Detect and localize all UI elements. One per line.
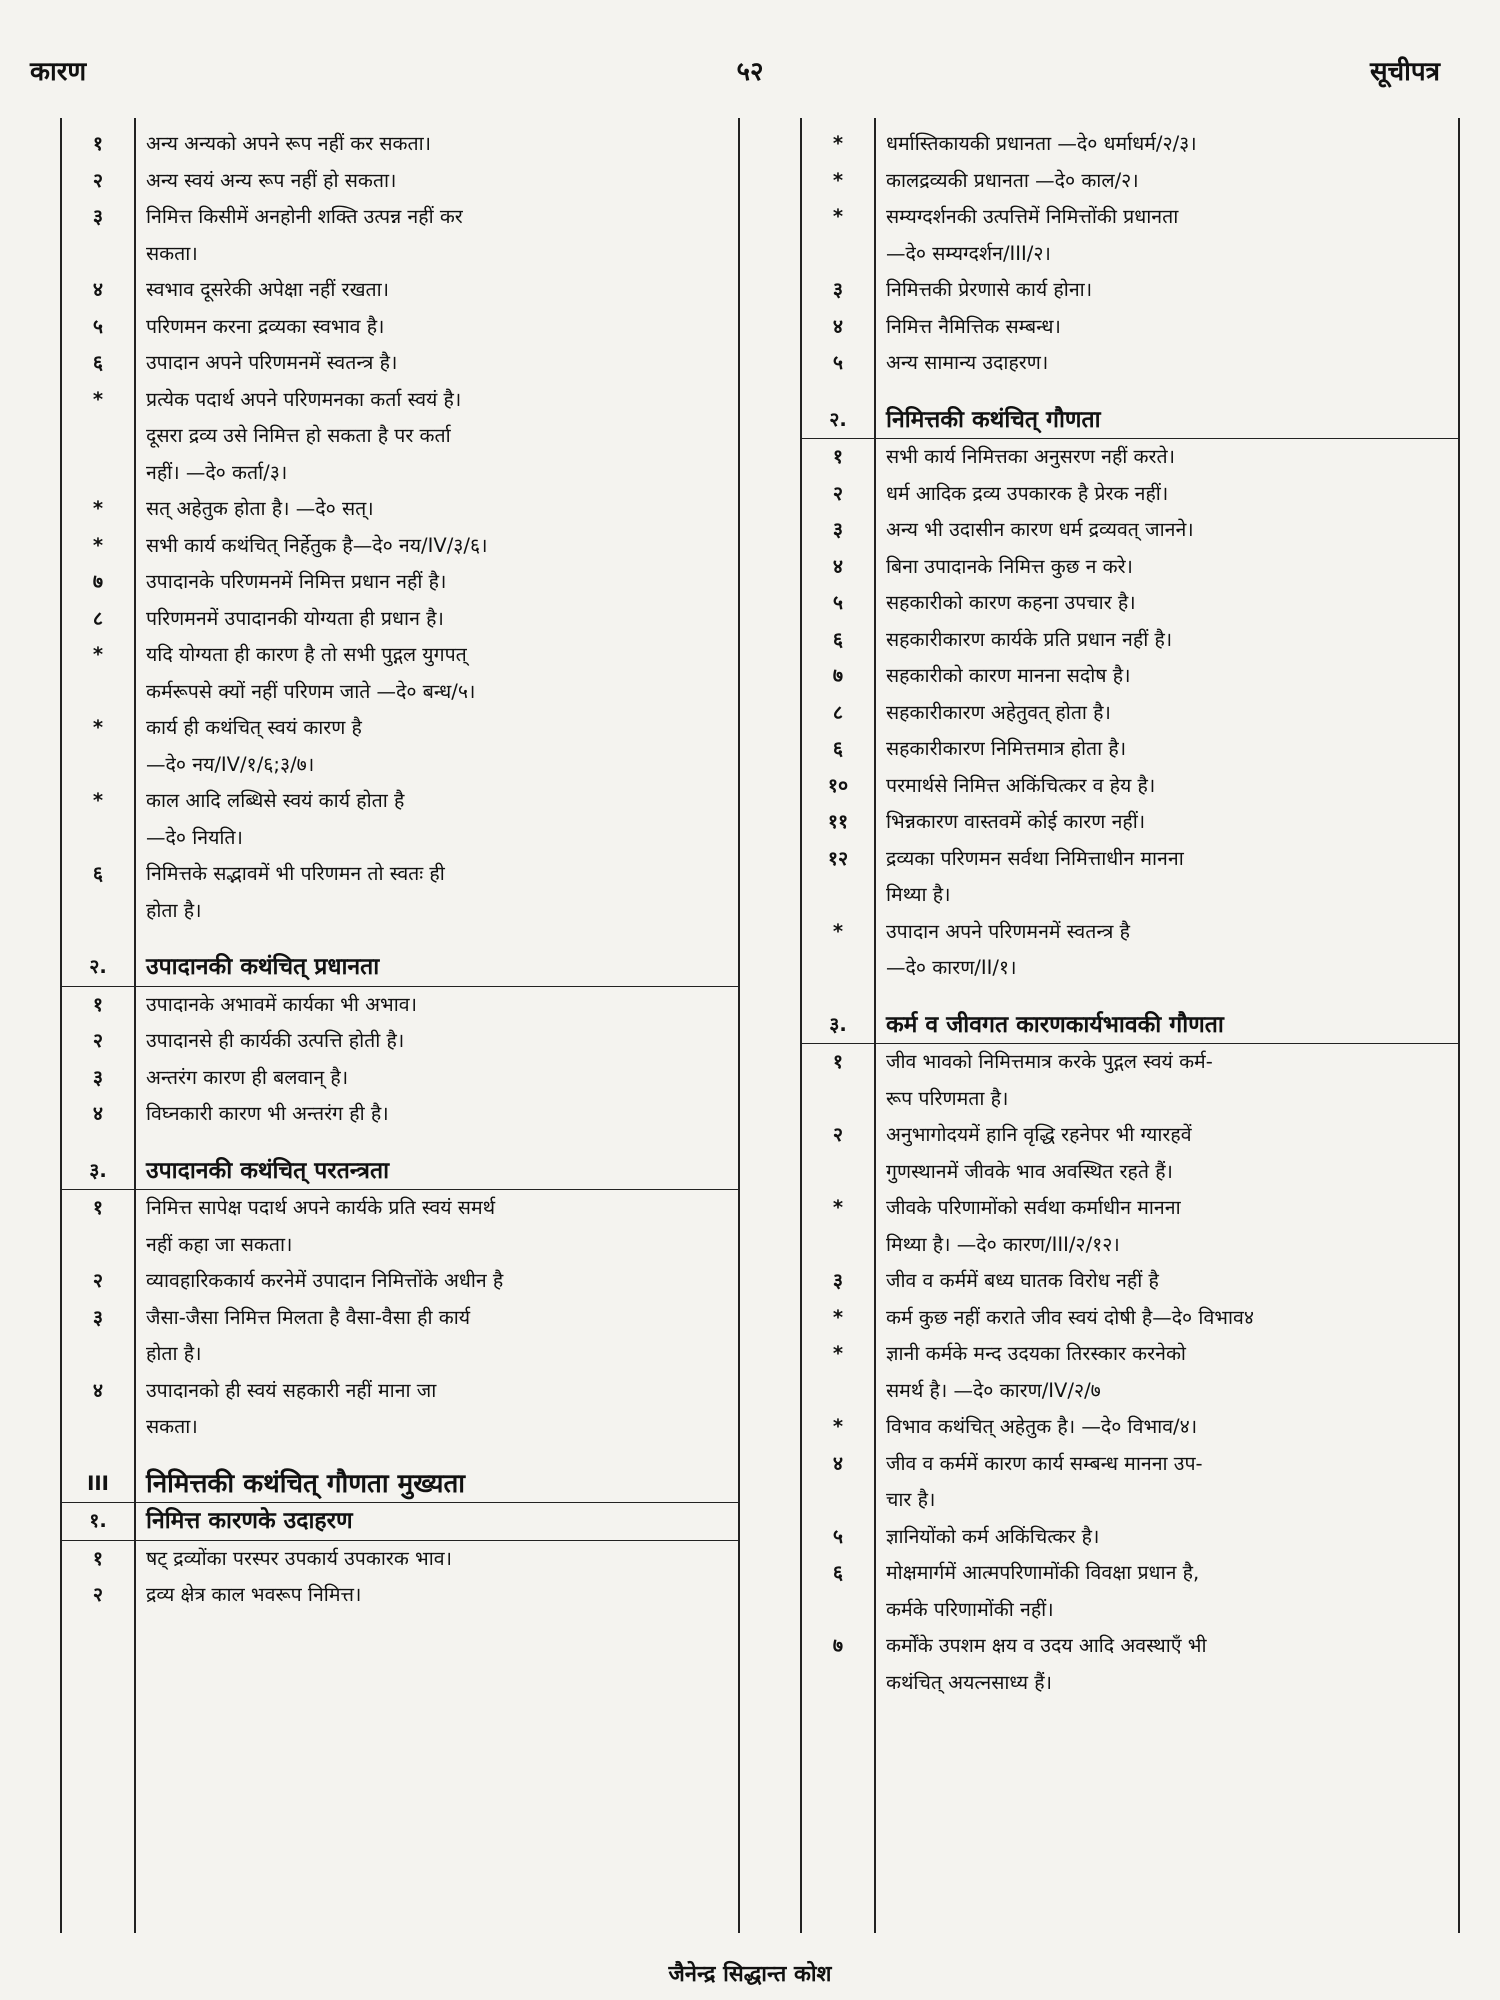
entry-text: सहकारीको कारण कहना उपचार है।	[886, 591, 1136, 614]
entry-text: सहकारीकारण अहेतुवत् होता है।	[886, 700, 1111, 724]
entry-number: १	[92, 1546, 104, 1570]
entry-number: *	[92, 643, 104, 666]
index-entry	[802, 1519, 1458, 1556]
entry-text: षट् द्रव्योंका परस्पर उपकार्य उपकारक भाव।	[146, 1546, 453, 1570]
index-entry	[802, 1628, 1458, 1701]
index-entry	[62, 1060, 738, 1097]
index-entry	[62, 1263, 738, 1300]
entry-number: १	[832, 1050, 844, 1073]
index-entry	[62, 163, 738, 200]
entry-number: ८	[832, 700, 844, 724]
section-gap	[62, 1133, 738, 1153]
index-entry	[62, 1023, 738, 1060]
section-gap	[802, 382, 1458, 402]
entry-number: ४	[832, 1451, 844, 1475]
entry-number: ६	[92, 351, 104, 374]
entry-number: ३	[92, 1065, 104, 1089]
entry-text: निमित्त नैमित्तिक सम्बन्ध।	[886, 314, 1061, 338]
index-entry	[802, 309, 1458, 346]
entry-number: १	[92, 132, 104, 155]
index-entry	[802, 622, 1458, 659]
entry-text: धर्मास्तिकायकी प्रधानता —दे० धर्माधर्म/२/३।	[886, 132, 1197, 155]
entry-text: परमार्थसे निमित्त अकिंचित्कर व हेय है।	[886, 773, 1156, 797]
index-entry	[802, 1446, 1458, 1519]
entry-text: उपादानके अभावमें कार्यका भी अभाव।	[146, 992, 417, 1016]
entry-text: कर्म कुछ नहीं कराते जीव स्वयं दोषी है—दे० विभाव४	[886, 1305, 1255, 1329]
index-entry	[62, 601, 738, 638]
section-gap	[62, 929, 738, 949]
section-heading: निमित्तकी कथंचित् गौणता मुख्यता	[146, 1468, 466, 1499]
index-entry	[802, 731, 1458, 768]
entry-text: सहकारीको कारण मानना सदोष है।	[886, 664, 1131, 687]
entry-number: २	[92, 168, 104, 192]
entry-number: ३	[92, 205, 104, 228]
entry-text: यदि योग्यता ही कारण है तो सभी पुद्गल युगपत् कर्मरूपसे क्यों नहीं परिणम जाते —दे० बन्ध/५।	[146, 643, 476, 703]
section-heading-row	[802, 402, 1458, 440]
entry-number: २	[92, 1583, 104, 1606]
entry-text: अन्य स्वयं अन्य रूप नहीं हो सकता।	[146, 168, 397, 192]
index-entry	[802, 1300, 1458, 1337]
entry-number: ८	[92, 606, 104, 630]
entry-number: *	[832, 1342, 844, 1365]
entry-text: व्यावहारिककार्य करनेमें उपादान निमित्तोंके अधीन है	[146, 1269, 504, 1292]
entry-text: ज्ञानियोंको कर्म अकिंचित्कर है।	[886, 1524, 1100, 1548]
index-entry	[802, 549, 1458, 586]
entry-number: *	[92, 716, 104, 739]
entry-number: १	[92, 992, 104, 1016]
entry-text: कार्य ही कथंचित् स्वयं कारण है —दे० नय/IV/१/६;३/७।	[146, 716, 362, 776]
index-entry	[62, 564, 738, 601]
entry-text: जीव व कर्ममें कारण कार्य सम्बन्ध मानना उप- चार है।	[886, 1451, 1203, 1511]
index-entry	[62, 783, 738, 856]
entry-number: ६	[92, 862, 104, 885]
entry-number: ३	[92, 1305, 104, 1329]
entry-number: २.	[89, 955, 107, 978]
index-entry	[802, 1117, 1458, 1190]
section-heading-row	[62, 1466, 738, 1504]
section-heading-row	[62, 949, 738, 987]
right-column-rows	[802, 126, 1458, 1701]
section-heading: उपादानकी कथंचित् प्रधानता	[146, 954, 380, 980]
entry-text: प्रत्येक पदार्थ अपने परिणमनका कर्ता स्वयं है। दूसरा द्रव्य उसे निमित्त हो सकता है पर कर्ता नहीं। —दे० कर्ता/३।	[146, 387, 462, 484]
index-entry	[802, 199, 1458, 272]
entry-text: जैसा-जैसा निमित्त मिलता है वैसा-वैसा ही कार्य होता है।	[146, 1305, 471, 1365]
section-heading: उपादानकी कथंचित् परतन्त्रता	[146, 1157, 390, 1184]
entry-text: अन्य सामान्य उदाहरण।	[886, 351, 1049, 374]
entry-text: परिणमन करना द्रव्यका स्वभाव है।	[146, 314, 385, 338]
entry-number: ४	[92, 1102, 104, 1125]
entry-number: *	[92, 533, 104, 557]
index-entry	[802, 345, 1458, 382]
entry-text: सभी कार्य निमित्तका अनुसरण नहीं करते।	[886, 445, 1176, 468]
entry-text: निमित्त किसीमें अनहोनी शक्ति उत्पन्न नहीं कर सकता।	[146, 205, 463, 265]
index-entry	[62, 309, 738, 346]
entry-number: *	[92, 387, 104, 411]
entry-text: अन्य भी उदासीन कारण धर्म द्रव्यवत् जानने।	[886, 518, 1194, 541]
index-entry	[62, 382, 738, 492]
entry-number: ६	[832, 627, 844, 651]
entry-number: ७	[832, 664, 844, 687]
entry-text: बिना उपादानके निमित्त कुछ न करे।	[886, 554, 1133, 578]
entry-number: ६	[832, 737, 844, 760]
index-entry	[802, 914, 1458, 987]
entry-text: ज्ञानी कर्मके मन्द उदयका तिरस्कार करनेको समर्थ है। —दे० कारण/IV/२/७	[886, 1342, 1186, 1402]
index-entry	[802, 804, 1458, 841]
index-entry	[802, 163, 1458, 200]
running-head-right: सूचीपत्र	[1370, 57, 1440, 87]
entry-number: ६	[832, 1561, 844, 1584]
index-entry	[62, 491, 738, 528]
page-number: ५२	[736, 57, 764, 87]
entry-number: २	[832, 1123, 844, 1146]
index-entry	[62, 126, 738, 163]
entry-number: ५	[832, 351, 844, 374]
section-heading-row	[802, 1007, 1458, 1045]
entry-number: *	[832, 1415, 844, 1438]
entry-number: ४	[92, 278, 104, 301]
index-entry	[62, 199, 738, 272]
section-gap	[802, 987, 1458, 1007]
entry-number: १	[832, 445, 844, 468]
left-column-rows	[62, 126, 738, 1614]
entry-text: द्रव्यका परिणमन सर्वथा निमित्ताधीन मानना मिथ्या है।	[886, 846, 1184, 906]
entry-text: जीवके परिणामोंको सर्वथा कर्माधीन मानना मिथ्या है। —दे० कारण/III/२/१२।	[886, 1196, 1181, 1256]
entry-text: कालद्रव्यकी प्रधानता —दे० काल/२।	[886, 168, 1139, 192]
section-heading: निमित्त कारणके उदाहरण	[146, 1508, 353, 1534]
index-entry	[802, 476, 1458, 513]
entry-text: उपादानको ही स्वयं सहकारी नहीं माना जा सकता।	[146, 1378, 437, 1438]
left-column	[60, 118, 740, 1933]
entry-text: अन्तरंग कारण ही बलवान् है।	[146, 1065, 349, 1089]
entry-text: विघ्नकारी कारण भी अन्तरंग ही है।	[146, 1102, 389, 1125]
index-entry	[802, 1190, 1458, 1263]
index-entry	[62, 1300, 738, 1373]
entry-number: ५	[832, 1524, 844, 1548]
entry-number: *	[832, 1196, 844, 1219]
index-entry	[62, 528, 738, 565]
entry-number: ४	[832, 314, 844, 338]
index-entry	[802, 126, 1458, 163]
index-entry	[802, 272, 1458, 309]
entry-number: ५	[92, 314, 104, 338]
entry-number: ७	[832, 1634, 844, 1657]
entry-text: निमित्तकी प्रेरणासे कार्य होना।	[886, 278, 1093, 301]
entry-text: सभी कार्य कथंचित् निर्हेतुक है—दे० नय/IV/३/६।	[146, 533, 488, 557]
entry-number: *	[92, 497, 104, 520]
entry-text: सम्यग्दर्शनकी उत्पत्तिमें निमित्तोंकी प्रधानता —दे० सम्यग्दर्शन/III/२।	[886, 205, 1179, 265]
entry-text: द्रव्य क्षेत्र काल भवरूप निमित्त।	[146, 1583, 362, 1606]
entry-number: *	[832, 132, 844, 155]
index-entry	[802, 1263, 1458, 1300]
section-heading-row	[62, 1503, 738, 1541]
entry-text: उपादानसे ही कार्यकी उत्पत्ति होती है।	[146, 1029, 405, 1052]
entry-text: काल आदि लब्धिसे स्वयं कार्य होता है —दे० नियति।	[146, 789, 405, 849]
entry-text: सत् अहेतुक होता है। —दे० सत्।	[146, 497, 374, 520]
entry-number: *	[92, 789, 104, 812]
entry-number: ५	[832, 591, 844, 614]
running-head-left: कारण	[30, 57, 87, 87]
entry-number: *	[832, 1305, 844, 1329]
entry-number: *	[832, 919, 844, 943]
index-entry	[802, 768, 1458, 805]
index-entry	[802, 1336, 1458, 1409]
entry-number: ३	[832, 278, 844, 301]
entry-number: ३.	[829, 1012, 847, 1036]
entry-number: ११	[827, 810, 849, 833]
entry-text: उपादान अपने परिणमनमें स्वतन्त्र है।	[146, 351, 398, 374]
index-entry	[802, 1409, 1458, 1446]
section-heading-row	[62, 1153, 738, 1191]
right-column	[800, 118, 1460, 1933]
entry-number: III	[87, 1471, 109, 1495]
index-entry	[62, 856, 738, 929]
index-entry	[802, 695, 1458, 732]
entry-text: अनुभागोदयमें हानि वृद्धि रहनेपर भी ग्यारहवें गुणस्थानमें जीवके भाव अवस्थित रहते हैं।	[886, 1123, 1192, 1183]
entry-text: भिन्नकारण वास्तवमें कोई कारण नहीं।	[886, 810, 1146, 833]
index-entry	[802, 512, 1458, 549]
entry-text: परिणमनमें उपादानकी योग्यता ही प्रधान है।	[146, 606, 444, 630]
index-entry	[802, 439, 1458, 476]
entry-number: ४	[92, 1378, 104, 1402]
section-gap	[62, 1446, 738, 1466]
index-entry	[802, 658, 1458, 695]
index-entry	[802, 585, 1458, 622]
index-entry	[62, 1096, 738, 1133]
entry-number: १.	[89, 1509, 107, 1532]
section-heading: कर्म व जीवगत कारणकार्यभावकी गौणता	[886, 1011, 1224, 1038]
entry-text: जीव व कर्ममें बध्य घातक विरोध नहीं है	[886, 1269, 1159, 1292]
index-entry	[62, 1577, 738, 1614]
entry-text: मोक्षमार्गमें आत्मपरिणामोंकी विवक्षा प्रधान है, कर्मके परिणामोंकी नहीं।	[886, 1561, 1200, 1621]
entry-text: निमित्तके सद्भावमें भी परिणमन तो स्वतः ही होता है।	[146, 862, 445, 922]
entry-number: ३	[832, 518, 844, 541]
entry-text: कर्मोंके उपशम क्षय व उदय आदि अवस्थाएँ भी कथंचित् अयत्नसाध्य हैं।	[886, 1634, 1207, 1694]
entry-text: सहकारीकारण कार्यके प्रति प्रधान नहीं है।	[886, 627, 1173, 651]
index-entry	[62, 1541, 738, 1578]
entry-number: २	[832, 481, 844, 505]
entry-number: ३	[832, 1269, 844, 1292]
entry-text: उपादानके परिणमनमें निमित्त प्रधान नहीं है।	[146, 570, 447, 593]
entry-number: १०	[827, 773, 849, 797]
entry-number: *	[832, 205, 844, 228]
index-entry	[62, 1373, 738, 1446]
entry-number: ४	[832, 554, 844, 578]
entry-text: अन्य अन्यको अपने रूप नहीं कर सकता।	[146, 132, 432, 155]
index-entry	[802, 841, 1458, 914]
entry-text: विभाव कथंचित् अहेतुक है। —दे० विभाव/४।	[886, 1415, 1198, 1438]
entry-text: उपादान अपने परिणमनमें स्वतन्त्र है —दे० कारण/II/१।	[886, 919, 1130, 979]
entry-text: धर्म आदिक द्रव्य उपकारक है प्रेरक नहीं।	[886, 481, 1169, 505]
entry-text: सहकारीकारण निमित्तमात्र होता है।	[886, 737, 1127, 760]
index-entry	[62, 710, 738, 783]
section-heading: निमित्तकी कथंचित् गौणता	[886, 406, 1101, 433]
entry-number: ३.	[89, 1158, 107, 1182]
entry-number: १२	[827, 846, 849, 870]
index-entry	[62, 637, 738, 710]
entry-number: *	[832, 168, 844, 192]
entry-number: २	[92, 1269, 104, 1292]
entry-text: जीव भावको निमित्तमात्र करके पुद्गल स्वयं कर्म- रूप परिणमता है।	[886, 1050, 1213, 1110]
entry-text: निमित्त सापेक्ष पदार्थ अपने कार्यके प्रति स्वयं समर्थ नहीं कहा जा सकता।	[146, 1196, 496, 1256]
index-entry	[62, 345, 738, 382]
entry-text: स्वभाव दूसरेकी अपेक्षा नहीं रखता।	[146, 278, 390, 301]
index-entry	[802, 1044, 1458, 1117]
index-entry	[802, 1555, 1458, 1628]
index-entry	[62, 1190, 738, 1263]
entry-number: २	[92, 1029, 104, 1052]
book-title-footer: जैनेन्द्र सिद्धान्त कोश	[668, 1962, 832, 1987]
entry-number: ७	[92, 570, 104, 593]
index-entry	[62, 987, 738, 1024]
index-entry	[62, 272, 738, 309]
entry-number: २.	[829, 407, 847, 431]
entry-number: १	[92, 1196, 104, 1219]
